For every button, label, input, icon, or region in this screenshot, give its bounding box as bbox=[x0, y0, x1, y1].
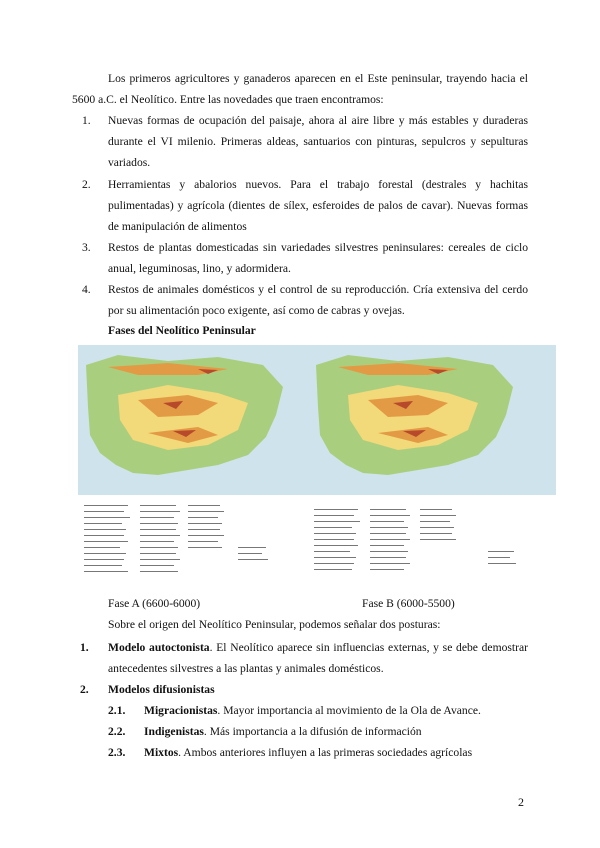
subpostura-text: . Mayor importancia al movimiento de la Ola de Avance. bbox=[217, 704, 481, 717]
legend-area bbox=[308, 495, 556, 580]
subpostura-text: . Más importancia a la difusión de información bbox=[203, 725, 422, 738]
fases-heading: Fases del Neolítico Peninsular bbox=[108, 324, 256, 337]
legend-area bbox=[78, 495, 326, 580]
subpostura-number: 2.3. bbox=[108, 746, 126, 759]
origen-intro: Sobre el origen del Neolítico Peninsular, podemos señalar dos posturas: bbox=[108, 618, 441, 631]
subpostura-item bbox=[144, 742, 528, 763]
postura-title: Modelo autoctonista bbox=[108, 641, 210, 654]
postura-title: Modelos difusionistas bbox=[108, 683, 215, 696]
list-number: 4. bbox=[82, 283, 91, 296]
list-number: 2. bbox=[82, 178, 91, 191]
map-fase-a bbox=[78, 345, 326, 580]
postura-item bbox=[108, 679, 528, 700]
postura-text: . El Neolítico aparece sin influencias externas, y se debe demostrar antecedentes silvestres a las plantas y animales domésticos. bbox=[108, 641, 528, 675]
intro-paragraph: Los primeros agricultores y ganaderos aparecen en el Este peninsular, trayendo hacia el 5600 a.C. el Neolítico. Entre las novedades que traen encontramos: bbox=[72, 72, 528, 106]
list-item: Herramientas y abalorios nuevos. Para el trabajo forestal (destrales y hachitas pulimentadas) y agrícola (dientes de sílex, esferoides de palos de cavar). Nuevas formas de manipulación de alimentos bbox=[108, 178, 528, 233]
map-b-caption: Fase B (6000-5500) bbox=[362, 597, 455, 610]
subpostura-item bbox=[144, 700, 528, 721]
subpostura-text: . Ambos anteriores influyen a las primeras sociedades agrícolas bbox=[178, 746, 473, 759]
page-number: 2 bbox=[518, 795, 524, 809]
list-number: 1. bbox=[82, 114, 91, 127]
list-item: Restos de plantas domesticadas sin variedades silvestres peninsulares: cereales de ciclo anual, leguminosas, lino, y adormidera. bbox=[108, 241, 528, 275]
map-fase-b bbox=[308, 345, 556, 580]
subpostura-item bbox=[144, 721, 528, 742]
subpostura-title: Indigenistas bbox=[144, 725, 204, 738]
postura-number: 2. bbox=[80, 683, 89, 696]
subpostura-number: 2.2. bbox=[108, 725, 126, 738]
list-item: Nuevas formas de ocupación del paisaje, ahora al aire libre y más estables y duraderas durante el VI milenio. Primeras aldeas, santuarios con pinturas, sepulcros y sepulturas variados. bbox=[108, 114, 528, 169]
list-number: 3. bbox=[82, 241, 91, 254]
subpostura-number: 2.1. bbox=[108, 704, 126, 717]
subpostura-title: Mixtos bbox=[144, 746, 179, 759]
subpostura-title: Migracionistas bbox=[144, 704, 218, 717]
postura-item bbox=[108, 637, 528, 679]
postura-number: 1. bbox=[80, 641, 89, 654]
list-item: Restos de animales domésticos y el control de su reproducción. Cría extensiva del cerdo por su alimentación poco exigente, así como de cabras y ovejas. bbox=[108, 283, 528, 317]
map-a-caption: Fase A (6600-6000) bbox=[108, 597, 201, 610]
